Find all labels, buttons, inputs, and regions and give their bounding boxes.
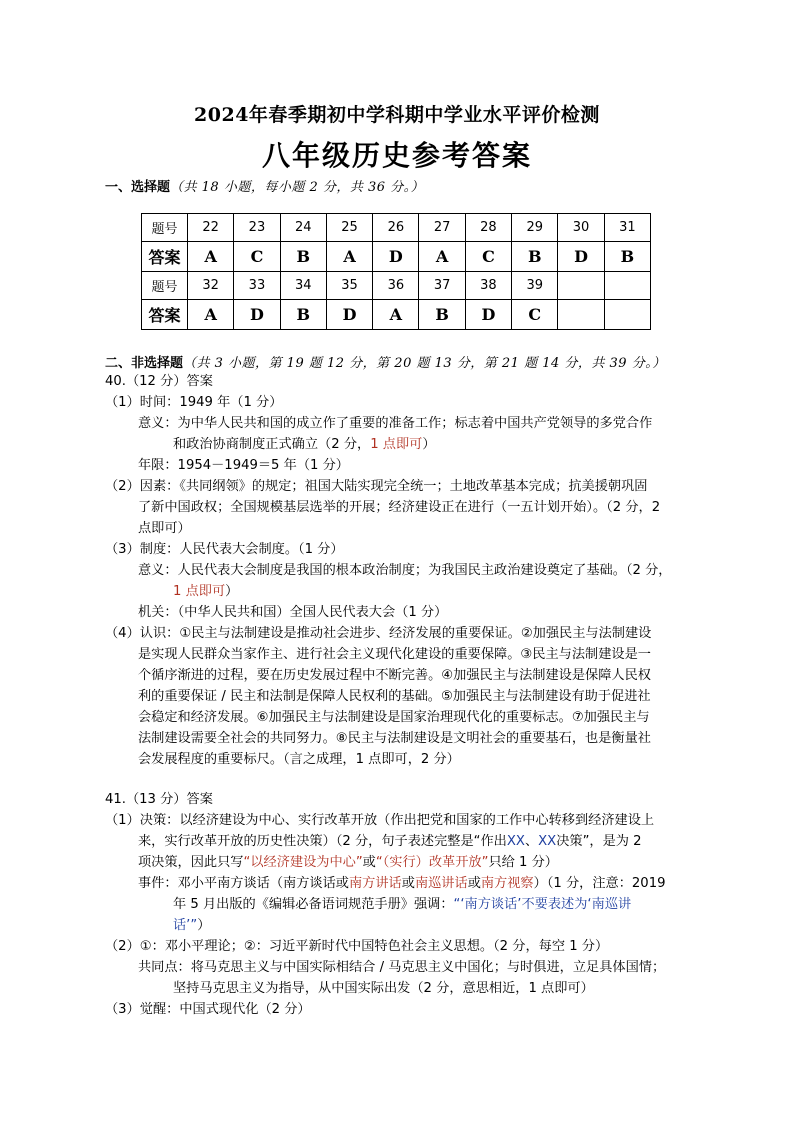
table-row-questions-2 [142,272,651,300]
text-run: 或 [401,876,415,891]
answer-cell: A [188,242,234,272]
text-run: ） [197,918,211,933]
section-2-label: 二、非选择题 [105,356,184,371]
q40-part4-cont: 利的重要保证 / 民主和法制是保障人民权利的基础。⑤加强民主与法制建设有助于促进社 [138,689,651,704]
answer-cell: D [234,300,280,330]
text-run: 或 [467,876,481,891]
scoring-note: 1 点即可 [370,437,423,452]
scoring-note: “以经济建设为中心” [243,855,363,870]
text-run: ）（1 分，注意：2019 [533,876,666,891]
section-1-label: 一、选择题 [105,180,171,195]
answer-cell [604,300,650,330]
question-number: 23 [234,214,280,242]
section-2-note: （共 3 小题，第 19 题 12 分，第 20 题 13 分，第 21 题 14 分，共 39 分。） [183,356,666,371]
text-run: 或 [362,855,376,870]
q40-part3-organ: 机关：（中华人民共和国）全国人民代表大会（1 分） [138,605,448,620]
q41-part1-decision-cont [138,853,558,874]
answer-cell: C [234,242,280,272]
text-run: 只给 1 分） [488,855,558,870]
q41-part2-common-cont: 坚持马克思主义为指导，从中国实际出发（2 分，意思相近，1 点即可） [173,981,594,996]
placeholder-xx: XX [506,834,525,849]
row-label: 题号 [142,214,188,242]
answer-cell: A [373,300,419,330]
question-number: 25 [326,214,372,242]
question-number: 31 [604,214,650,242]
row-label: 答案 [142,242,188,272]
question-number: 22 [188,214,234,242]
scoring-note: 1 点即可 [173,584,226,599]
q40-part4-cont: 个循序渐进的过程，要在历史发展过程中不断完善。④加强民主与法制建设是保障人民权 [138,668,651,683]
q40-part4-cont: 法制建设需要全社会的共同努力。⑧民主与法制建设是文明社会的重要基石，也是衡量社 [138,731,651,746]
q41-heading: 41.（13 分）答案 [105,792,213,807]
placeholder-xx: XX [538,834,557,849]
q40-part3-system: （3）制度：人民代表大会制度。（1 分） [105,542,344,557]
text-run: ） [422,437,436,452]
answer-cell: B [604,242,650,272]
q40-part1-years: 年限：1954－1949＝5 年（1 分） [138,458,349,473]
answer-cell: B [419,300,465,330]
question-number: 35 [326,272,372,300]
q41-part1-event [138,874,665,895]
question-number: 33 [234,272,280,300]
q40-part1-time: （1）时间：1949 年（1 分） [105,395,283,410]
question-number: 28 [465,214,511,242]
text-run: 事件：邓小平南方谈话（南方谈话或 [138,876,349,891]
q40-part4-cont: 是实现人民群众当家作主、进行社会主义现代化建设的重要保障。③民主与法制建设是一 [138,647,651,662]
answer-table [141,213,651,330]
exam-title: 2024年春季期初中学科期中学业水平评价检测 [194,104,600,126]
q40-part1-significance: 意义：为中华人民共和国的成立作了重要的准备工作；标志着中国共产党领导的多党合作 [138,416,653,431]
text-run: 决策”，是为 2 [556,834,642,849]
q40-part1-significance-cont [173,435,436,456]
answer-cell: D [558,242,604,272]
scoring-note: “（实行）改革开放” [375,855,489,870]
question-number: 38 [465,272,511,300]
question-number: 37 [419,272,465,300]
question-number: 26 [373,214,419,242]
text-run: 、 [524,834,539,849]
text-run: 项决策，因此只写 [138,855,244,870]
text-run: 年 5 月出版的《编辑必备语词规范手册》强调： [173,897,454,912]
section-1-heading [105,176,424,195]
page-title: 八年级历史参考答案 [261,139,532,172]
row-label: 答案 [142,300,188,330]
answer-cell: D [326,300,372,330]
answer-cell: A [419,242,465,272]
table-row-questions-1 [142,214,651,242]
question-number: 36 [373,272,419,300]
q41-part1-event-note-cont [173,916,210,937]
table-row-answers-1 [142,242,651,272]
q40-part4: （4）认识：①民主与法制建设是推动社会进步、经济发展的重要保证。②加强民主与法制建设 [105,626,652,641]
scoring-note: 南方讲话 [349,876,402,891]
answer-cell: B [512,242,558,272]
q41-part2: （2）①：邓小平理论；②：习近平新时代中国特色社会主义思想。（2 分，每空 1 分） [105,939,609,954]
question-number [558,272,604,300]
section-2-heading [105,352,666,371]
q41-part1-decision-cont [138,832,642,853]
q40-part3-significance-cont [173,582,238,603]
q41-part2-common: 共同点：将马克思主义与中国实际相结合 / 马克思主义中国化；与时俱进，立足具体国情； [138,960,666,975]
text-run: 来，实行改革开放的历史性决策）（2 分，句子表述完整是“作出 [138,834,507,849]
question-number: 30 [558,214,604,242]
question-number: 34 [280,272,326,300]
question-number: 24 [280,214,326,242]
section-1-note: （共 18 小题，每小题 2 分，共 36 分。） [170,180,425,195]
table-row-answers-2 [142,300,651,330]
q41-part1-decision: （1）决策：以经济建设为中心、实行改革开放（作出把党和国家的工作中心转移到经济建设上 [105,813,655,828]
scoring-note: 南方视察 [480,876,534,891]
editorial-note: “‘南方谈话’不要表述为‘南巡讲 [453,897,632,912]
answer-cell: A [188,300,234,330]
q40-part4-cont: 会发展程度的重要标尺。（言之成理，1 点即可，2 分） [138,752,460,767]
answer-cell [558,300,604,330]
question-number: 27 [419,214,465,242]
q40-part2-cont: 点即可） [138,521,191,536]
question-number: 29 [512,214,558,242]
q41-part3: （3）觉醒：中国式现代化（2 分） [105,1002,311,1017]
q40-part4-cont: 会稳定和经济发展。⑥加强民主与法制建设是国家治理现代化的重要标志。⑦加强民主与 [138,710,650,725]
answer-cell: B [280,300,326,330]
q41-part1-event-note [173,895,631,916]
row-label: 题号 [142,272,188,300]
scoring-note: 南巡讲话 [414,876,468,891]
editorial-note: 话’” [173,918,198,933]
answer-cell: D [373,242,419,272]
q40-heading: 40.（12 分）答案 [105,374,213,389]
answer-cell: D [465,300,511,330]
text-run: 和政治协商制度正式确立（2 分， [173,437,371,452]
q40-part2-cont: 了新中国政权；全国规模基层选举的开展；经济建设正在进行（一五计划开始）。（2 分，2 [138,500,661,515]
question-number [604,272,650,300]
question-number: 32 [188,272,234,300]
answer-cell: A [326,242,372,272]
question-number: 39 [512,272,558,300]
text-run: ） [225,584,239,599]
q40-part3-significance: 意义：人民代表大会制度是我国的根本政治制度；为我国民主政治建设奠定了基础。（2 分， [138,563,672,578]
q40-part2: （2）因素：《共同纲领》的规定；祖国大陆实现完全统一；土地改革基本完成；抗美援朝巩固 [105,479,648,494]
answer-cell: C [465,242,511,272]
answer-cell: C [512,300,558,330]
answer-cell: B [280,242,326,272]
